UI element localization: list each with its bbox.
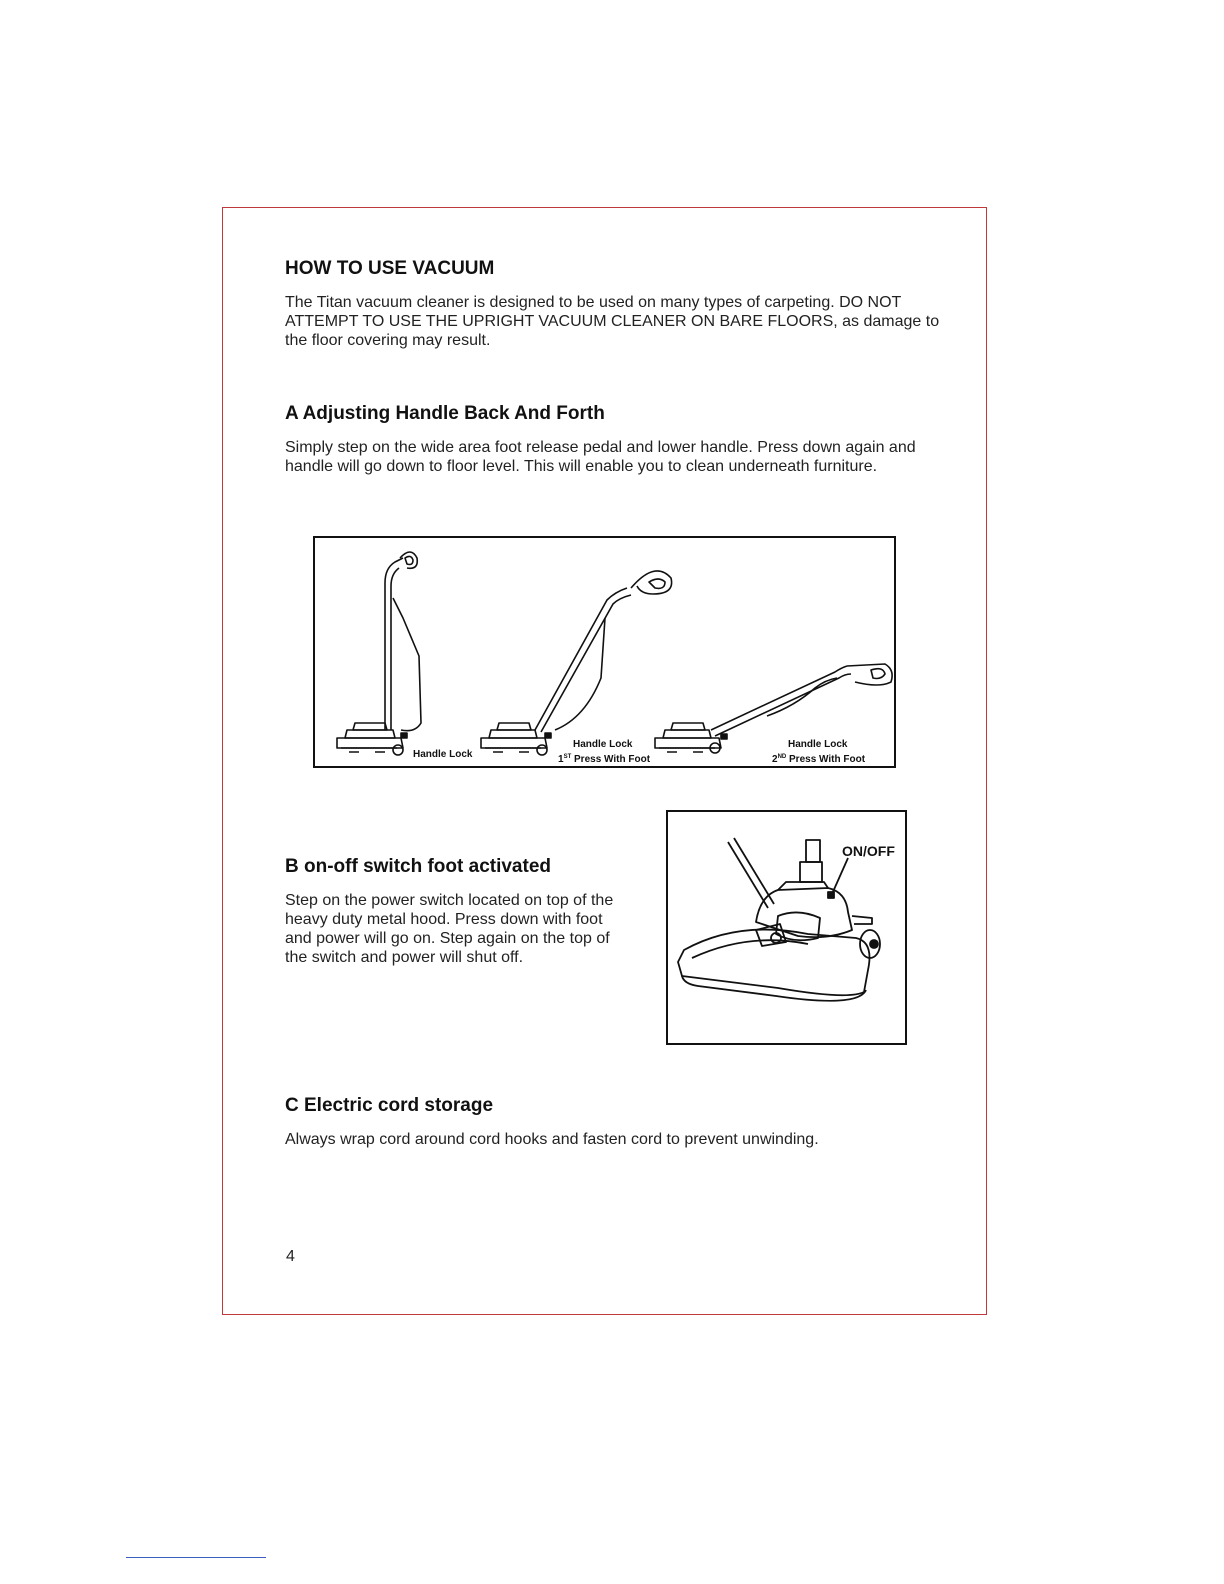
handle-positions-illustration bbox=[315, 538, 898, 770]
section-a-body: Simply step on the wide area foot release pedal and lower handle. Press down again and handle will go down to floor level. This will enable you to clean underneath furniture. bbox=[285, 439, 916, 475]
footer-line bbox=[126, 1557, 266, 1558]
handle-positions-figure bbox=[313, 536, 896, 768]
section-b-heading: B on-off switch foot activated bbox=[285, 856, 551, 877]
low-angle-vacuum-drawing bbox=[655, 664, 892, 753]
label-first-press-num: 1 bbox=[558, 754, 564, 765]
section-a-heading: A Adjusting Handle Back And Forth bbox=[285, 403, 605, 424]
intro-paragraph: The Titan vacuum cleaner is designed to be used on many types of carpeting. DO NOT ATTEMPT TO USE THE UPRIGHT VACUUM CLEANER ON BARE FLOORS, as damage to the floor covering may result. bbox=[285, 294, 940, 349]
label-handle-lock-3: Handle Lock bbox=[788, 739, 848, 750]
mid-angle-vacuum-drawing bbox=[481, 571, 672, 755]
label-handle-lock-2: Handle Lock bbox=[573, 739, 633, 750]
label-second-press-sup: ND bbox=[777, 754, 787, 760]
section-b-body: Step on the power switch located on top of the heavy duty metal hood. Press down with foot and power will go on. Step again on the top of the switch and power will shut off. bbox=[285, 892, 614, 966]
on-off-switch-figure bbox=[666, 810, 907, 1045]
label-second-press bbox=[772, 754, 866, 765]
on-off-label: ON/OFF bbox=[842, 843, 895, 859]
page-number: 4 bbox=[286, 1248, 295, 1265]
on-off-switch-illustration bbox=[668, 812, 909, 1047]
upright-vacuum-drawing bbox=[337, 552, 421, 755]
label-handle-lock-1: Handle Lock bbox=[413, 749, 473, 760]
label-first-press-sup: ST bbox=[563, 754, 572, 760]
label-second-press-rest: Press With Foot bbox=[786, 754, 866, 765]
label-first-press-rest: Press With Foot bbox=[571, 754, 651, 765]
label-second-press-num: 2 bbox=[772, 754, 778, 765]
page-title: HOW TO USE VACUUM bbox=[285, 258, 495, 279]
section-c-heading: C Electric cord storage bbox=[285, 1095, 494, 1116]
label-first-press bbox=[558, 754, 651, 765]
section-c-body: Always wrap cord around cord hooks and fasten cord to prevent unwinding. bbox=[285, 1131, 819, 1148]
